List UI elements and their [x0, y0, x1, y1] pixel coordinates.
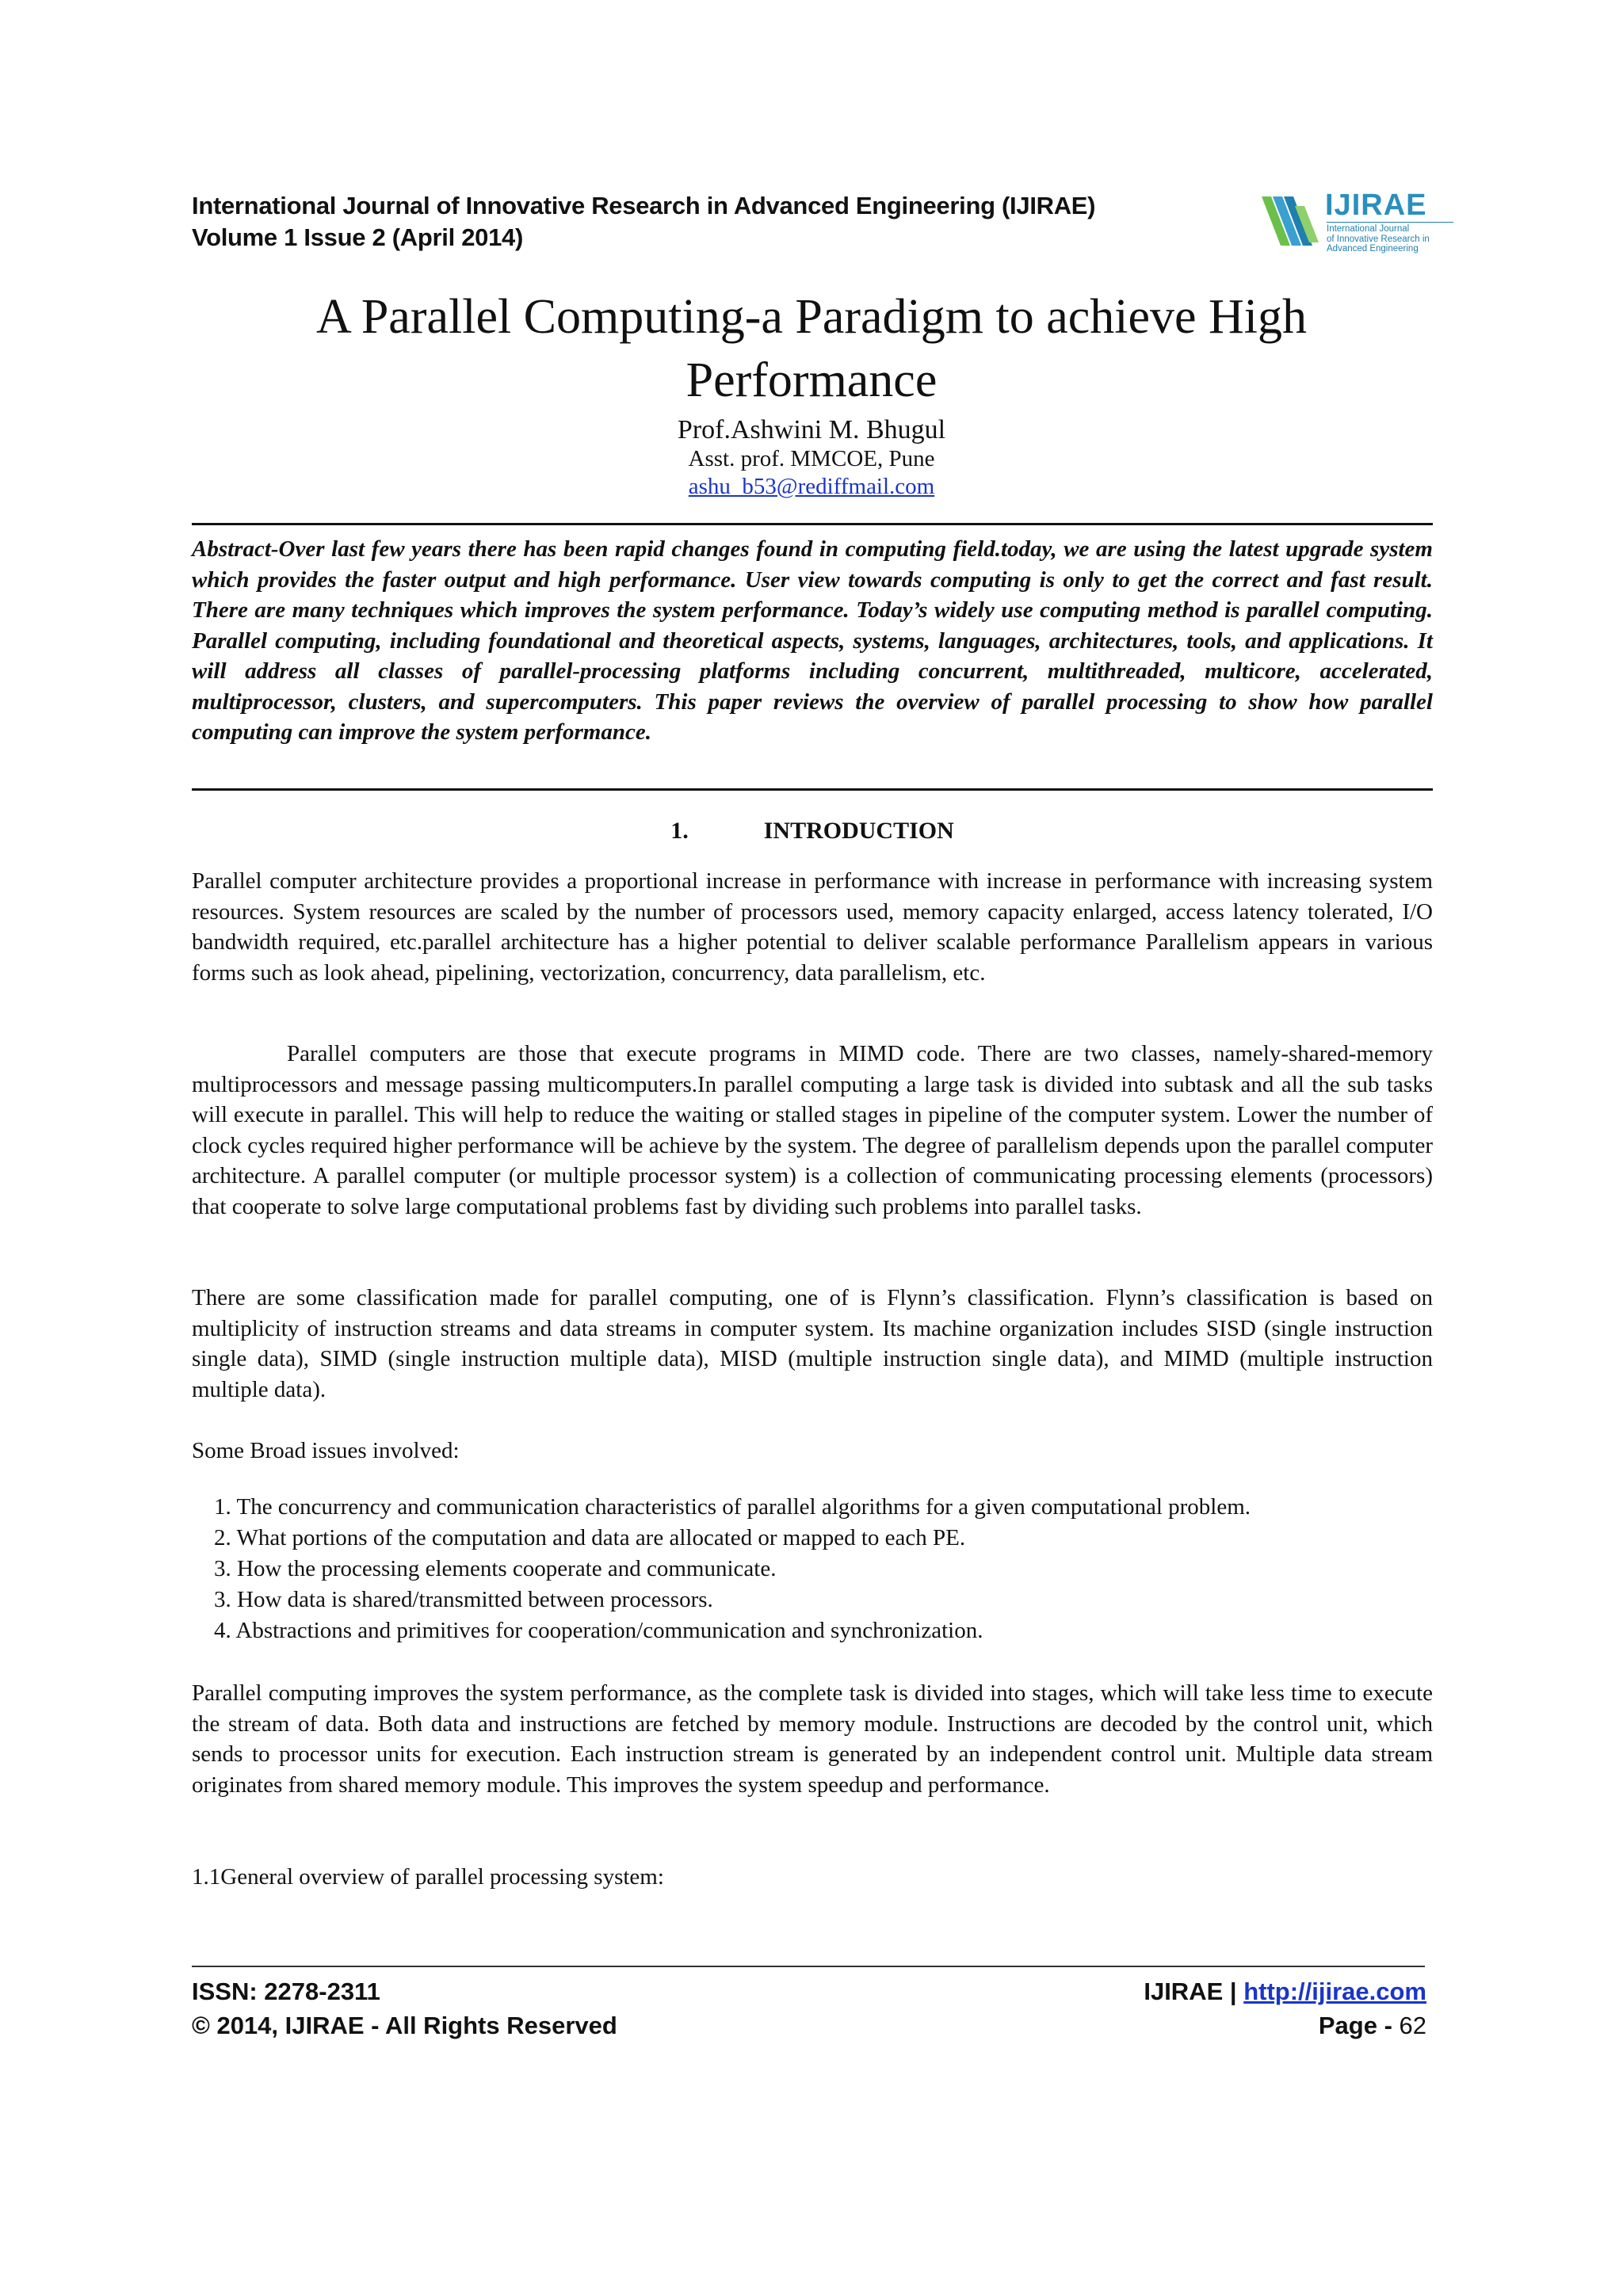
list-item: 3. How data is shared/transmitted between processors.	[214, 1587, 713, 1612]
journal-volume: Volume 1 Issue 2 (April 2014)	[192, 223, 524, 251]
list-item: 1. The concurrency and communication characteristics of parallel algorithms for a given computational problem.	[214, 1494, 1251, 1520]
footer-url-link[interactable]: http://ijirae.com	[1243, 1978, 1426, 2005]
list-item: 2. What portions of the computation and data are allocated or mapped to each PE.	[214, 1525, 966, 1550]
footer-rule	[192, 1966, 1425, 1967]
title-line-2: Performance	[685, 353, 938, 407]
footer-left	[192, 1974, 617, 2042]
author-affiliation: Asst. prof. MMCOE, Pune	[688, 446, 935, 471]
author-name: Prof.Ashwini M. Bhugul	[677, 415, 946, 444]
footer-journal: IJIRAE |	[1144, 1978, 1237, 2005]
footer-right	[1144, 1974, 1426, 2042]
journal-name: International Journal of Innovative Research in Advanced Engineering (IJIRAE)	[192, 192, 1096, 219]
logo-tagline: International Journal of Innovative Research in Advanced Engineering	[1327, 222, 1453, 254]
paper-title	[192, 285, 1431, 412]
footer-copyright: © 2014, IJIRAE - All Rights Reserved	[192, 2012, 617, 2039]
intro-paragraph-5: Parallel computing improves the system performance, as the complete task is divided into stages, which will take less time to execute the stream of data. Both data and instructions are fetched by memory module. Instructions are decoded by the control unit, which sends to processor units for execution. Each instruction stream is generated by an independent control unit. Multiple data stream originates from shared memory module. This improves the system speedup and performance.	[192, 1680, 1433, 1798]
intro-paragraph-1: Parallel computer architecture provides a proportional increase in performance with increase in performance with increasing system resources. System resources are scaled by the number of processors used, memory capacity enlarged, access latency tolerated, I/O bandwidth required, etc.parallel architecture has a higher potential to deliver scalable performance Parallelism appears in various forms such as look ahead, pipelining, vectorization, concurrency, data parallelism, etc.	[192, 868, 1433, 986]
journal-logo	[1260, 187, 1450, 258]
section-heading	[192, 818, 1433, 845]
abstract: Abstract-Over last few years there has been rapid changes found in computing field.today, we are using the latest upgrade system which provides the faster output and high performance. User view towards computing is only to get the correct and fast result. There are many techniques which improves the system performance. Today’s widely use computing method is parallel computing. Parallel computing, including foundational and theoretical aspects, systems, languages, architectures, tools, and applications. It will address all classes of parallel-processing platforms including concurrent, multithreaded, multicore, accelerated, multiprocessor, clusters, and supercomputers. This paper reviews the overview of parallel processing to show how parallel computing can improve the system performance.	[192, 536, 1433, 745]
abstract-top-rule	[192, 523, 1433, 525]
journal-header	[192, 190, 1222, 254]
footer-issn: ISSN: 2278-2311	[192, 1978, 380, 2005]
title-line-1: A Parallel Computing-a Paradigm to achieve High	[315, 290, 1308, 344]
intro-paragraph-2: Parallel computers are those that execute programs in MIMD code. There are two classes, namely-shared-memory multiprocessors and message passing multicomputers.In parallel computing a large task is divided into subtask and all the sub tasks will execute in parallel. This will help to reduce the waiting or stalled stages in pipeline of the computer system. Lower the number of clock cycles required higher performance will be achieve by the system. The degree of parallelism depends upon the parallel computer architecture. A parallel computer (or multiple processor system) is a collection of communicating processing elements (processors) that cooperate to solve large computational problems fast by dividing such problems into parallel tasks.	[192, 1041, 1433, 1219]
section-number: 1.	[670, 818, 689, 844]
logo-mark-icon	[1260, 190, 1322, 254]
list-item: 4. Abstractions and primitives for cooperation/communication and synchronization.	[214, 1618, 983, 1643]
section-title: INTRODUCTION	[763, 818, 954, 844]
subsection-heading: 1.1General overview of parallel processing system:	[192, 1864, 664, 1890]
author-email-link[interactable]: ashu_b53@rediffmail.com	[688, 474, 935, 499]
intro-paragraph-3: There are some classification made for parallel computing, one of is Flynn’s classification. Flynn’s classification is based on multiplicity of instruction streams and data streams in computer system. Its machine organization includes SISD (single instruction single data), SIMD (single instruction multiple data), MISD (multiple instruction single data), and MIMD (multiple instruction multiple data).	[192, 1285, 1433, 1402]
list-item: 3. How the processing elements cooperate and communicate.	[214, 1556, 777, 1581]
abstract-bottom-rule	[192, 788, 1433, 791]
logo-name: IJIRAE	[1325, 189, 1427, 222]
issues-list	[214, 1492, 1434, 1646]
footer-page-label: Page -	[1318, 2012, 1392, 2039]
footer-page-number: 62	[1399, 2012, 1426, 2039]
intro-paragraph-4: Some Broad issues involved:	[192, 1438, 460, 1463]
